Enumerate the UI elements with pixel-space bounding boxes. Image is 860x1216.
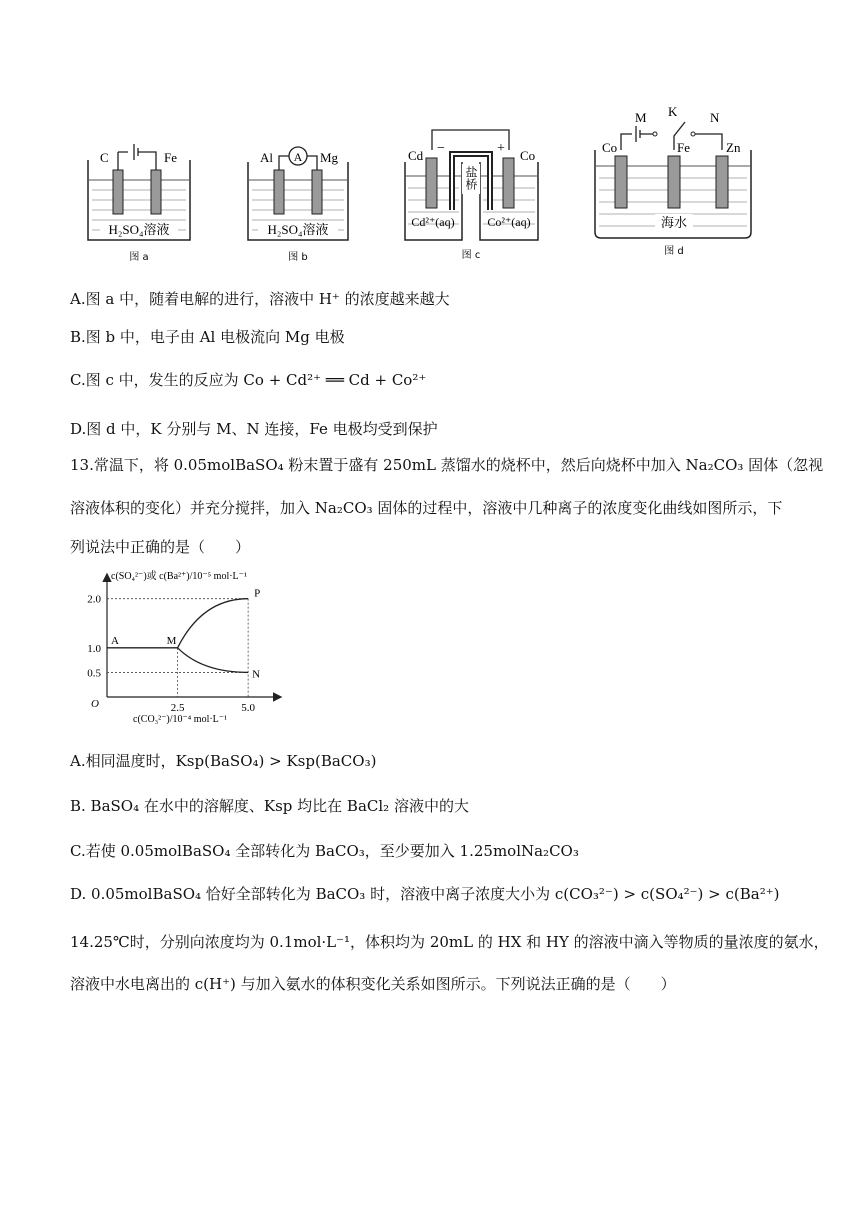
point-label-N: N: [252, 668, 261, 681]
fig-c-plus: +: [497, 141, 505, 156]
y-axis-label: c(SO₄²⁻)或 c(Ba²⁺)/10⁻⁵ mol·L⁻¹: [111, 571, 247, 582]
q13-stem-line-3: 列说法中正确的是（ ）: [70, 538, 251, 556]
fig-d-electrode-1: Co: [602, 140, 618, 155]
x-tick-label: 5.0: [241, 702, 256, 714]
fig-d-M-label: M: [635, 110, 647, 125]
fig-d-K-label: K: [668, 104, 678, 119]
fig-c-left-label: Cd: [408, 148, 424, 163]
y-tick-label: 1.0: [87, 642, 101, 655]
q14-stem-line-1: 14.25℃时，分别向浓度均为 0.1mol·L⁻¹，体积均为 20mL 的 HX 和 HY 的溶液中滴入等物质的量浓度的氨水，: [70, 933, 829, 951]
fig-b-meter-label: A: [293, 150, 303, 164]
fig-a-caption: 图 a: [129, 252, 149, 263]
fig-b-solution-label: H₂SO₄溶液: [267, 222, 329, 237]
series-line-2: [178, 648, 249, 673]
figure-d: [595, 104, 751, 257]
x-axis-label: c(CO₃²⁻)/10⁻⁴ mol·L⁻¹: [133, 714, 228, 725]
fig-c-left-solution: Cd²⁺(aq): [411, 215, 455, 229]
point-label-M: M: [166, 634, 177, 647]
electrochem-figures: [80, 100, 770, 270]
fig-b-right-label: Mg: [320, 150, 339, 165]
series-line-1: [107, 599, 248, 648]
fig-b-left-label: Al: [260, 150, 273, 165]
figure-c: [405, 130, 538, 261]
fig-b-caption: 图 b: [288, 252, 308, 263]
figure-b: [248, 147, 348, 263]
fig-c-right-label: Co: [520, 148, 536, 163]
fig-d-electrode-2: Fe: [677, 140, 690, 155]
q13-option-b: B. BaSO₄ 在水中的溶解度、Ksp 均比在 BaCl₂ 溶液中的大: [70, 797, 469, 815]
q13-option-a: A.相同温度时，Ksp(BaSO₄) > Ksp(BaCO₃): [70, 752, 377, 770]
origin-label: O: [91, 698, 99, 710]
q12-option-a: A.图 a 中，随着电解的进行，溶液中 H⁺ 的浓度越来越大: [70, 290, 450, 308]
q13-option-c: C.若使 0.05molBaSO₄ 全部转化为 BaCO₃，至少要加入 1.25molNa₂CO₃: [70, 842, 579, 860]
figure-a: [88, 144, 190, 263]
fig-c-caption: 图 c: [461, 250, 481, 261]
fig-d-solution-label: 海水: [660, 215, 688, 230]
fig-c-bridge-label: 盐桥: [464, 166, 478, 190]
fig-c-right-solution: Co²⁺(aq): [487, 215, 531, 229]
x-tick-label: 2.5: [170, 702, 185, 714]
fig-a-left-label: C: [100, 150, 109, 165]
concentration-chart: [75, 565, 295, 730]
fig-c-minus: −: [437, 141, 445, 156]
fig-a-solution-label: H₂SO₄溶液: [108, 222, 170, 237]
y-tick-label: 0.5: [87, 667, 101, 680]
q12-option-d: D.图 d 中，K 分别与 M、N 连接，Fe 电极均受到保护: [70, 420, 438, 438]
point-label-A: A: [111, 634, 119, 647]
fig-d-caption: 图 d: [664, 246, 684, 257]
q13-stem-line-2: 溶液体积的变化）并充分搅拌，加入 Na₂CO₃ 固体的过程中，溶液中几种离子的浓度变化曲线如图所示，下: [70, 499, 783, 517]
q13-option-d: D. 0.05molBaSO₄ 恰好全部转化为 BaCO₃ 时，溶液中离子浓度大小为 c(CO₃²⁻) > c(SO₄²⁻) > c(Ba²⁺): [70, 885, 780, 903]
fig-d-N-label: N: [710, 110, 720, 125]
q13-stem-line-1: 13.常温下，将 0.05molBaSO₄ 粉末置于盛有 250mL 蒸馏水的烧杯中，然后向烧杯中加入 Na₂CO₃ 固体（忽视: [70, 456, 824, 474]
q14-stem-line-2: 溶液中水电离出的 c(H⁺) 与加入氨水的体积变化关系如图所示。下列说法正确的是（ ）: [70, 975, 676, 993]
fig-d-electrode-3: Zn: [726, 140, 741, 155]
point-label-P: P: [254, 587, 261, 600]
q12-option-c: C.图 c 中，发生的反应为 Co + Cd²⁺ ══ Cd + Co²⁺: [70, 371, 427, 389]
y-tick-label: 2.0: [87, 593, 101, 606]
fig-a-right-label: Fe: [164, 150, 177, 165]
q12-option-b: B.图 b 中，电子由 Al 电极流向 Mg 电极: [70, 328, 345, 346]
